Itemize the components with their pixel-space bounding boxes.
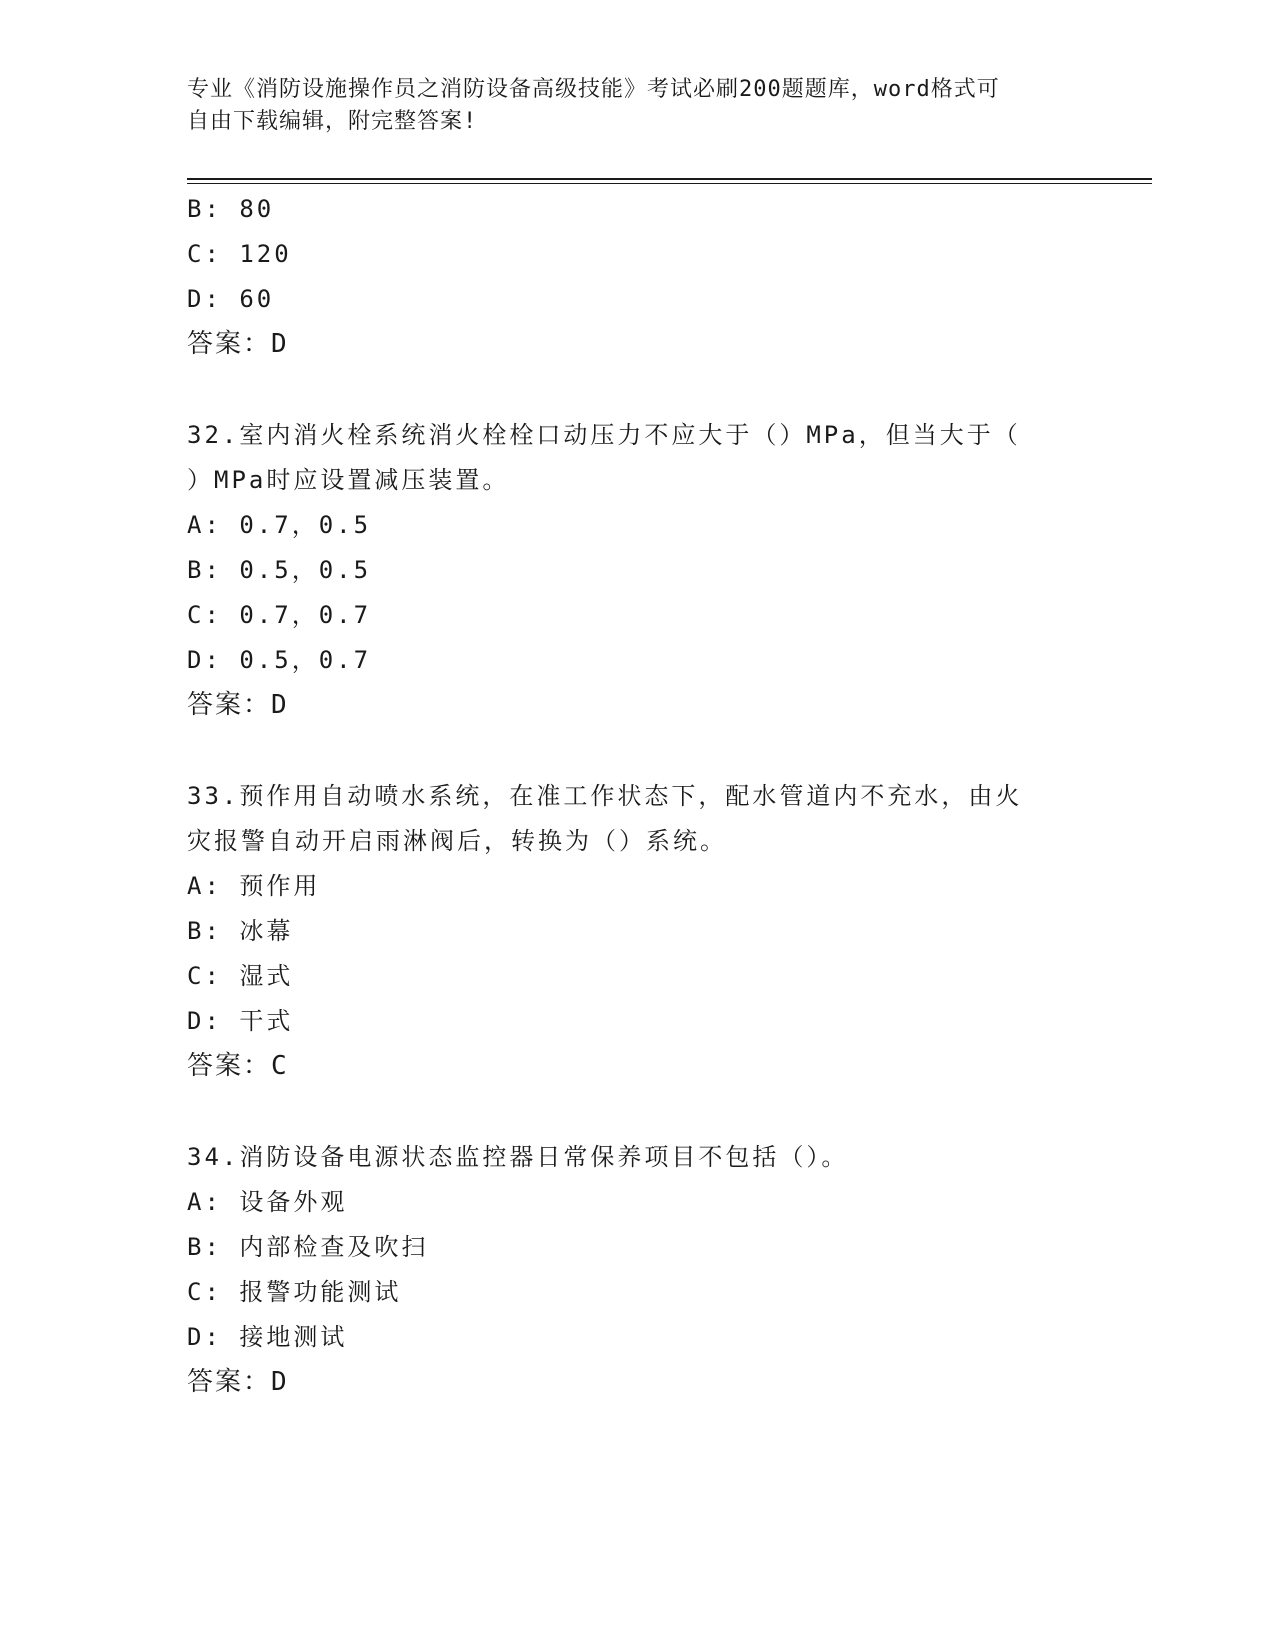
header-line-1: 专业《消防设施操作员之消防设备高级技能》考试必刷200题题库，word格式可 bbox=[187, 77, 1000, 102]
q32-option-d: D: 0.5，0.7 bbox=[187, 646, 372, 674]
q33-stem-line-2: 灾报警自动开启雨淋阀后，转换为（）系统。 bbox=[187, 827, 727, 855]
q34-option-a: A: 设备外观 bbox=[187, 1188, 348, 1216]
q33-option-c: C: 湿式 bbox=[187, 962, 294, 990]
q33-option-b: B: 冰幕 bbox=[187, 917, 294, 945]
header-divider-thick bbox=[187, 178, 1152, 180]
q31-answer: 答案：D bbox=[187, 329, 289, 359]
q34-option-c: C: 报警功能测试 bbox=[187, 1278, 402, 1306]
q32-option-b: B: 0.5，0.5 bbox=[187, 556, 372, 584]
q33-stem-line-1: 33.预作用自动喷水系统，在准工作状态下，配水管道内不充水，由火 bbox=[187, 782, 1023, 810]
q34-answer: 答案：D bbox=[187, 1367, 289, 1397]
q33-option-a: A: 预作用 bbox=[187, 872, 321, 900]
q33-option-d: D: 干式 bbox=[187, 1007, 294, 1035]
q32-option-c: C: 0.7，0.7 bbox=[187, 601, 372, 629]
header-line-2: 自由下载编辑，附完整答案! bbox=[187, 109, 478, 134]
q32-stem-line-2: ）MPa时应设置减压装置。 bbox=[187, 466, 510, 494]
q33-answer: 答案：C bbox=[187, 1051, 289, 1081]
q31-option-d: D: 60 bbox=[187, 285, 275, 313]
q34-stem-line-1: 34.消防设备电源状态监控器日常保养项目不包括（）。 bbox=[187, 1143, 849, 1171]
q34-option-b: B: 内部检查及吹扫 bbox=[187, 1233, 429, 1261]
header-divider-thin bbox=[187, 183, 1152, 184]
q32-option-a: A: 0.7，0.5 bbox=[187, 511, 372, 539]
q32-stem-line-1: 32.室内消火栓系统消火栓栓口动压力不应大于（）MPa，但当大于（ bbox=[187, 421, 1021, 449]
q31-option-c: C: 120 bbox=[187, 240, 292, 268]
q32-answer: 答案：D bbox=[187, 690, 289, 720]
q31-option-b: B: 80 bbox=[187, 195, 275, 223]
q34-option-d: D: 接地测试 bbox=[187, 1323, 348, 1351]
document-header bbox=[187, 74, 1087, 138]
